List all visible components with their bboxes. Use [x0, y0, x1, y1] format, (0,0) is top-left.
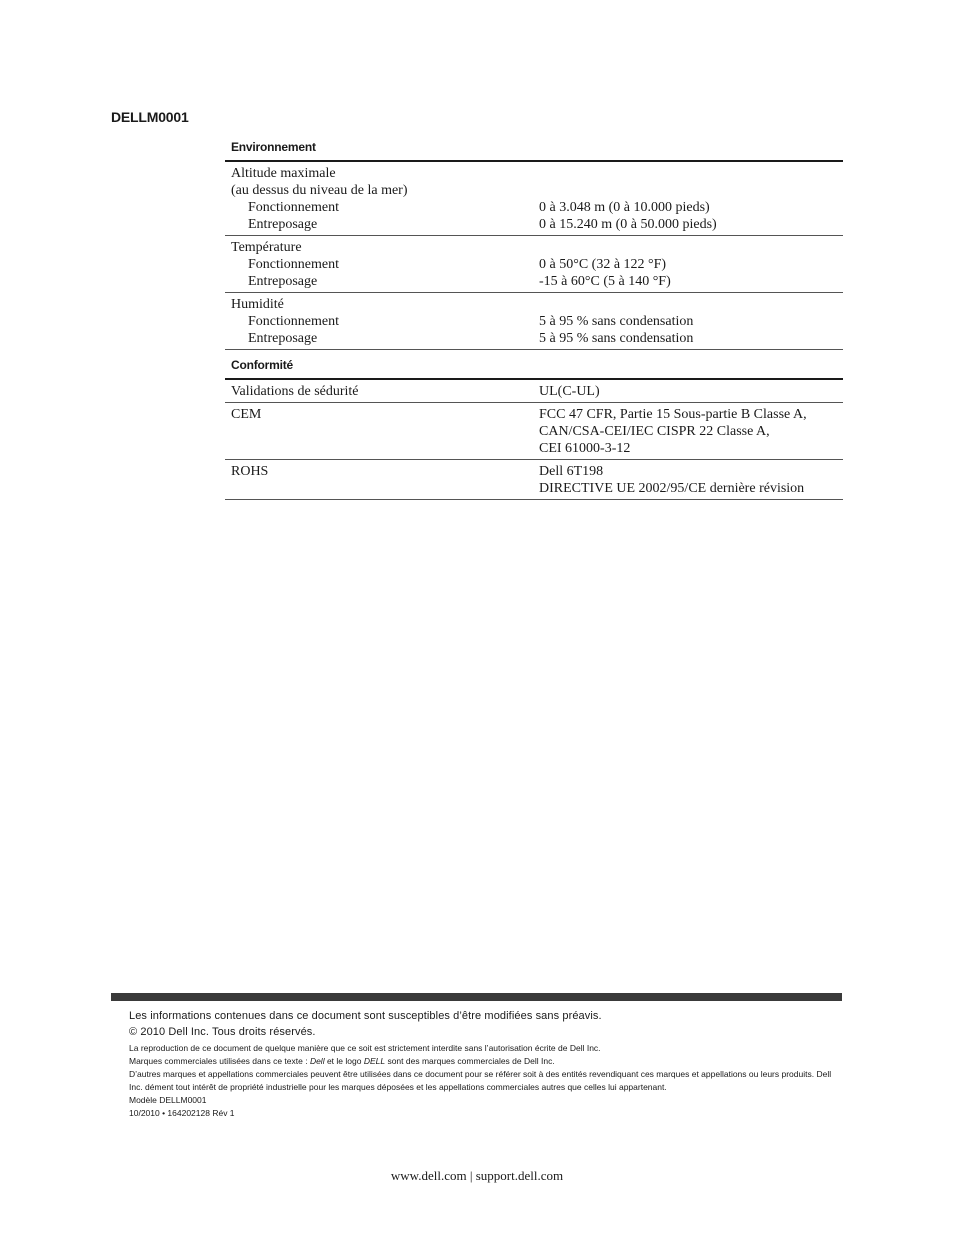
spec-value-line — [539, 182, 843, 199]
spec-row — [225, 162, 843, 236]
spec-label-line: (au dessus du niveau de la mer) — [231, 183, 408, 198]
spec-label — [225, 165, 539, 233]
trademarks-suffix: sont des marques commerciales de Dell Inc. — [385, 1056, 555, 1066]
change-notice: Les informations contenues dans ce document sont susceptibles d’être modifiées sans préavis. — [129, 1010, 602, 1022]
spec-label-line: Altitude maximale — [231, 166, 336, 181]
spec-label-line: Fonctionnement — [248, 314, 339, 329]
spec-value-line — [539, 296, 843, 313]
spec-value-line: CAN/CSA-CEI/IEC CISPR 22 Classe A, — [539, 424, 770, 439]
spec-row — [225, 403, 843, 460]
spec-value — [539, 463, 843, 497]
spec-label-line: Fonctionnement — [248, 257, 339, 272]
spec-label-line: Fonctionnement — [248, 200, 339, 215]
spec-value-line: CEI 61000-3-12 — [539, 441, 631, 456]
revision-line: 10/2010 • 164202128 Rév 1 — [129, 1108, 235, 1118]
spec-label-line: Humidité — [231, 297, 284, 312]
spec-label — [225, 406, 539, 457]
trademark-dell: Dell — [309, 1056, 325, 1066]
spec-row — [225, 293, 843, 350]
footer-divider — [111, 993, 842, 1001]
spec-label — [225, 239, 539, 290]
spec-label-line: Entreposage — [248, 274, 318, 289]
spec-row — [225, 236, 843, 293]
spec-value-line: 0 à 15.240 m (0 à 50.000 pieds) — [539, 217, 717, 232]
model-title: DELLM0001 — [111, 109, 189, 125]
spec-value-line — [539, 165, 843, 182]
trademark-logo: DELL — [363, 1056, 386, 1066]
copyright-line: © 2010 Dell Inc. Tous droits réservés. — [129, 1026, 316, 1038]
specifications-table — [225, 140, 843, 500]
spec-label-line: Température — [231, 240, 302, 255]
spec-row — [225, 380, 843, 403]
trademarks-line — [129, 1055, 841, 1068]
spec-label — [225, 463, 539, 497]
section-heading: Conformité — [231, 358, 293, 372]
trademarks-prefix: Marques commerciales utilisées dans ce texte : — [129, 1056, 310, 1066]
other-marks-line-1: D’autres marques et appellations commerciales peuvent être utilisées dans ce document pour se référer soit à des entités revendiquant ces marques et appellations ou leurs produits. Dell — [129, 1069, 832, 1079]
other-marks-line-2: Inc. dément tout intérêt de propriété industrielle pour les marques déposées et les appellations commerciales autres que celles lui appartenant. — [129, 1082, 667, 1092]
spec-value-line: 0 à 3.048 m (0 à 10.000 pieds) — [539, 200, 710, 215]
spec-value-line: UL(C-UL) — [539, 384, 600, 399]
spec-label — [225, 296, 539, 347]
model-line: Modèle DELLM0001 — [129, 1095, 207, 1105]
spec-value — [539, 239, 843, 290]
spec-value — [539, 406, 843, 457]
spec-label-line: CEM — [231, 407, 262, 422]
website-links: www.dell.com | support.dell.com — [390, 1168, 564, 1183]
section-heading: Environnement — [231, 140, 316, 154]
legal-notice — [129, 1009, 841, 1120]
spec-label-line: Validations de sédurité — [231, 384, 359, 399]
spec-value-line: -15 à 60°C (5 à 140 °F) — [539, 274, 671, 289]
spec-value-line: 0 à 50°C (32 à 122 °F) — [539, 257, 667, 272]
spec-value-line: DIRECTIVE UE 2002/95/CE dernière révision — [539, 481, 805, 496]
spec-value-line: 5 à 95 % sans condensation — [539, 314, 694, 329]
spec-value — [539, 383, 843, 400]
spec-label-line: Entreposage — [248, 331, 318, 346]
spec-label-line: ROHS — [231, 464, 269, 479]
reproduction-notice: La reproduction de ce document de quelque manière que ce soit est strictement interdite sans l’autorisation écrite de Dell Inc. — [129, 1043, 601, 1053]
spec-value-line: Dell 6T198 — [539, 464, 604, 479]
trademarks-middle: et le logo — [324, 1056, 364, 1066]
spec-row — [225, 460, 843, 500]
spec-value-line: 5 à 95 % sans condensation — [539, 331, 694, 346]
spec-value-line — [539, 239, 843, 256]
spec-label — [225, 383, 539, 400]
spec-label-line: Entreposage — [248, 217, 318, 232]
spec-value — [539, 296, 843, 347]
spec-value-line: FCC 47 CFR, Partie 15 Sous-partie B Classe A, — [539, 407, 807, 422]
spec-value — [539, 165, 843, 233]
